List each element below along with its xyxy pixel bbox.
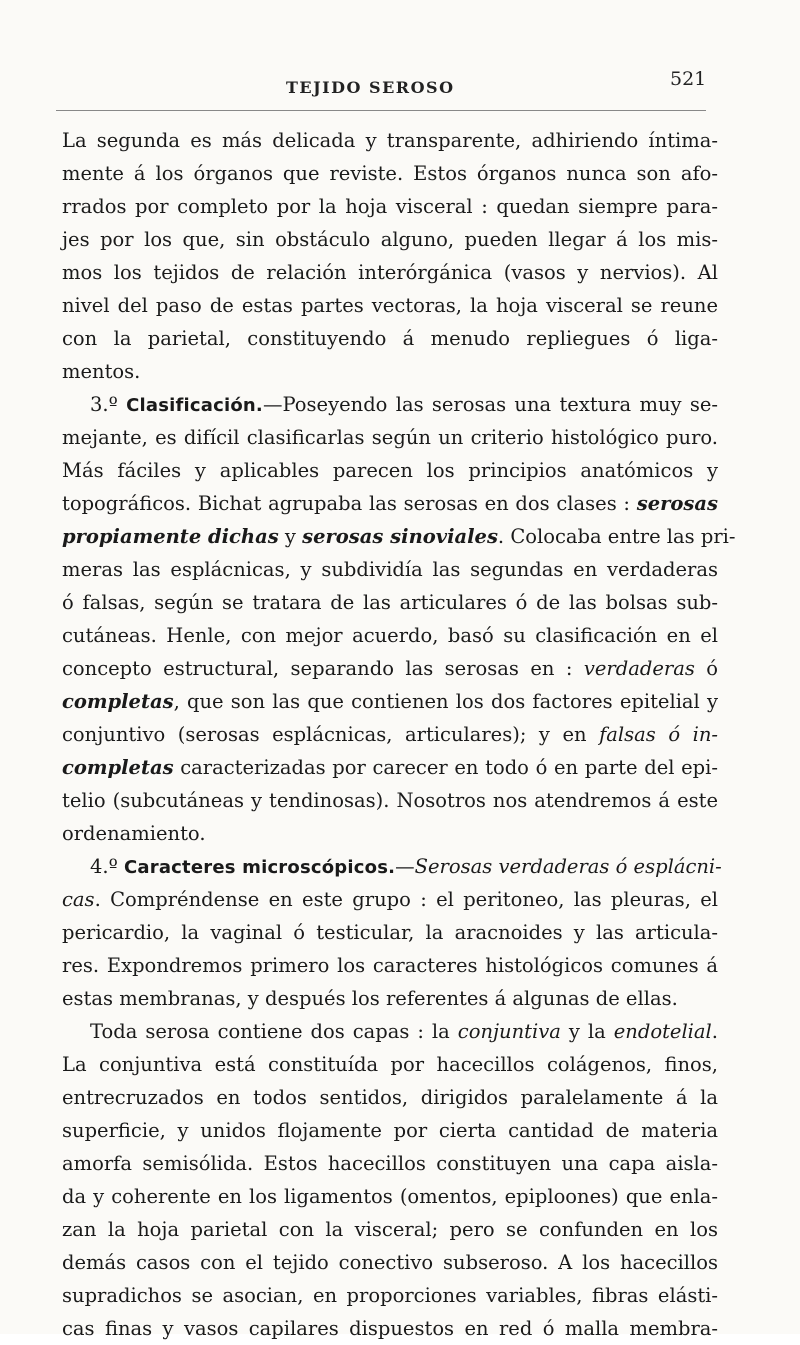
text-line: amorfa semisólida. Estos hacecillos constituyen una capa aisla- [62, 1152, 718, 1175]
header-rule [56, 110, 706, 111]
text-run: ó [694, 657, 718, 680]
emphasis-term: conjuntiva [457, 1020, 561, 1043]
emphasis-term: falsas ó in- [599, 723, 718, 746]
text-line: mejante, es difícil clasificarlas según un criterio histológico puro. [62, 426, 718, 449]
text-run: . Compréndense en este grupo : el peritoneo, las pleuras, el [94, 888, 718, 911]
emphasis-term: completas [62, 690, 174, 713]
running-header: TEJIDO SEROSO [286, 78, 455, 97]
section-heading: Caracteres microscópicos. [123, 857, 396, 878]
text-run: conjuntivo (serosas esplácnicas, articulares); y en [62, 723, 600, 746]
section-4-first-line [62, 850, 722, 883]
text-line: mos los tejidos de relación interórgánica (vasos y nervios). Al [62, 261, 718, 284]
text-line: con la parietal, constituyendo á menudo repliegues ó liga- [62, 327, 718, 350]
text-line [62, 1015, 718, 1048]
text-line: supradichos se asocian, en proporciones variables, fibras elásti- [62, 1284, 718, 1307]
text-line: cutáneas. Henle, con mejor acuerdo, basó su clasificación en el [62, 624, 718, 647]
text-line [62, 685, 718, 718]
emphasis-term: verdaderas [583, 657, 695, 680]
text-line: zan la hoja parietal con la visceral; pero se confunden en los [62, 1218, 718, 1241]
text-run: caracterizadas por carecer en todo ó en parte del epi- [173, 756, 718, 779]
emphasis-term: serosas sinoviales [302, 525, 498, 548]
text-run: y la [560, 1020, 614, 1043]
text-line: La conjuntiva está constituída por hacecillos colágenos, finos, [62, 1053, 718, 1076]
text-line: telio (subcutáneas y tendinosas). Nosotros nos atendremos á este [62, 789, 718, 812]
body-text [62, 124, 736, 1345]
section-number: 3.º [90, 393, 118, 416]
text-line: estas membranas, y después los referentes á algunas de ellas. [62, 987, 678, 1010]
page-number: 521 [670, 68, 707, 90]
text-line [62, 652, 718, 685]
section-heading: Clasificación. [126, 395, 263, 416]
text-run: concepto estructural, separando las serosas en : [62, 657, 584, 680]
text-line: cas finas y vasos capilares dispuestos en red ó malla membra- [62, 1317, 718, 1340]
text-run: topográficos. Bichat agrupaba las serosas en dos clases : [62, 492, 637, 515]
text-line: ordenamiento. [62, 822, 206, 845]
text-line [62, 751, 718, 784]
emphasis-term: cas [62, 888, 95, 911]
text-line: meras las esplácnicas, y subdividía las segundas en verdaderas [62, 558, 718, 581]
text-run: Toda serosa contiene dos capas : la [90, 1020, 458, 1043]
text-line [62, 487, 718, 520]
text-line: nivel del paso de estas partes vectoras, la hoja visceral se reune [62, 294, 718, 317]
text-line: Más fáciles y aplicables parecen los principios anatómicos y [62, 459, 718, 482]
text-line: pericardio, la vaginal ó testicular, la aracnoides y las articula- [62, 921, 718, 944]
text-run: . [711, 1020, 718, 1043]
text-line: res. Expondremos primero los caracteres histológicos comunes á [62, 954, 718, 977]
text-line: mente á los órganos que reviste. Estos órganos nunca son afo- [62, 162, 718, 185]
text-line: rrados por completo por la hoja visceral : quedan siempre para- [62, 195, 718, 218]
emphasis-term: serosas [636, 492, 718, 515]
text-run: — [395, 855, 415, 878]
section-number: 4.º [90, 855, 118, 878]
text-line [62, 718, 718, 751]
text-line: demás casos con el tejido conectivo subseroso. A los hacecillos [62, 1251, 718, 1274]
emphasis-term: endotelial [613, 1020, 712, 1043]
text-line: superficie, y unidos flojamente por cierta cantidad de materia [62, 1119, 718, 1142]
text-line [62, 520, 736, 553]
emphasis-term: propiamente dichas [62, 525, 279, 548]
text-line [62, 883, 718, 916]
text-line: ó falsas, según se tratara de las articulares ó de las bolsas sub- [62, 591, 718, 614]
emphasis-term: Serosas verdaderas ó esplácni- [414, 855, 722, 878]
text-line: da y coherente en los ligamentos (omentos, epiploones) que enla- [62, 1185, 718, 1208]
text-run: , que son las que contienen los dos factores epitelial y [173, 690, 718, 713]
text-line: mentos. [62, 360, 141, 383]
section-3-first-line [62, 388, 718, 421]
text-run: —Poseyendo las serosas una textura muy se- [262, 393, 718, 416]
text-line: entrecruzados en todos sentidos, dirigidos paralelamente á la [62, 1086, 718, 1109]
text-run: . Colocaba entre las pri- [497, 525, 736, 548]
text-line: jes por los que, sin obstáculo alguno, pueden llegar á los mis- [62, 228, 718, 251]
emphasis-term: completas [62, 756, 174, 779]
text-line: La segunda es más delicada y transparente, adhiriendo íntima- [62, 129, 718, 152]
text-run: y [278, 525, 303, 548]
